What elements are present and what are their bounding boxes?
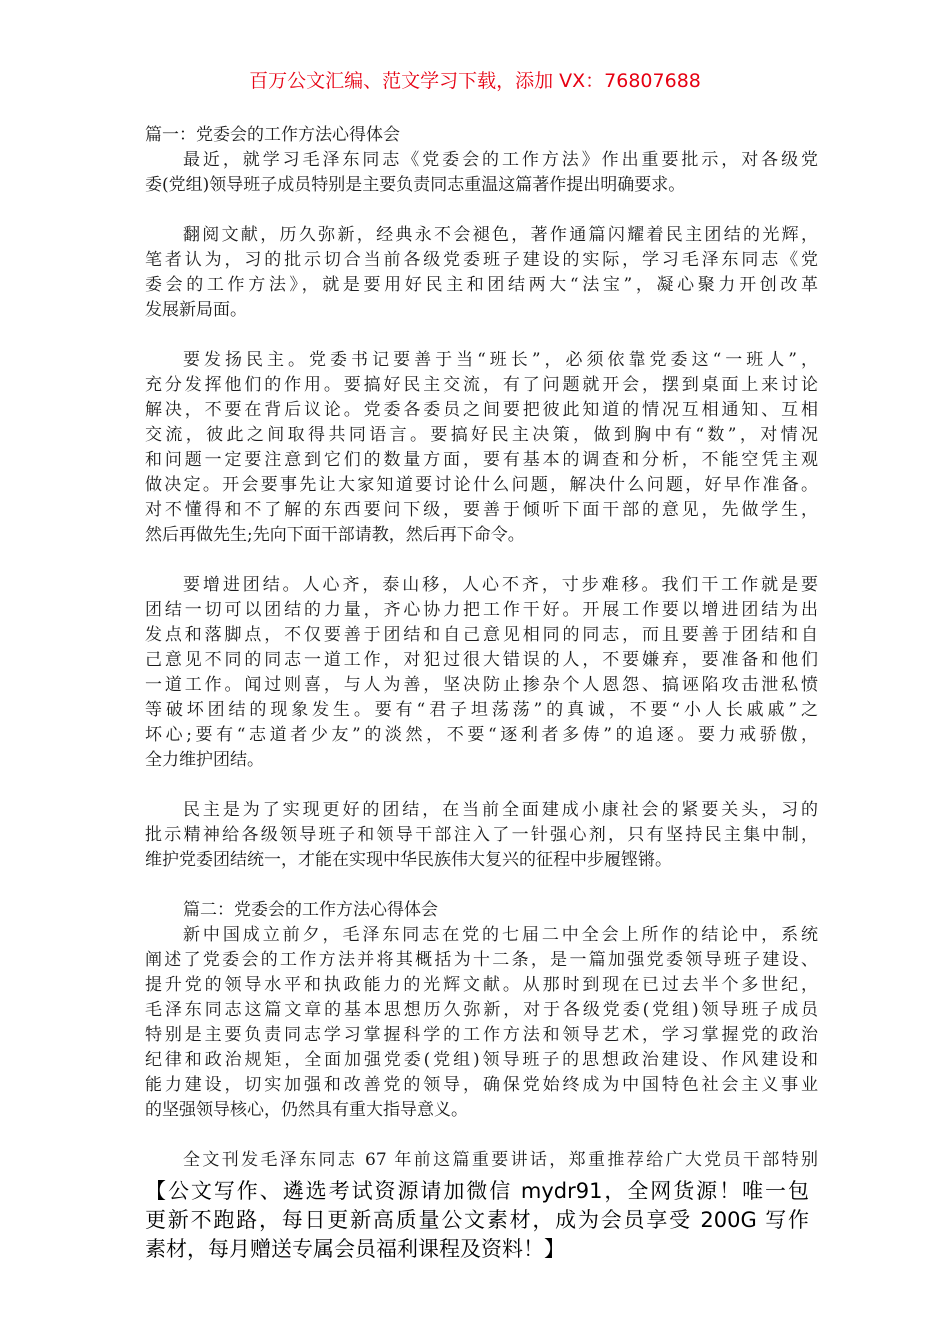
text-line: 提升党的领导水平和执政能力的光辉文献。从那时到现在已过去半个多世纪， (145, 975, 818, 995)
paragraph (145, 148, 818, 198)
section-heading (145, 123, 818, 148)
text-line: 毛泽东同志这篇文章的基本思想历久弥新，对于各级党委(党组)领导班子成员 (145, 1000, 818, 1020)
paragraph-gap (145, 873, 818, 898)
text-line: 发展新局面。 (145, 300, 247, 320)
text-line: 民主是为了实现更好的团结，在当前全面建成小康社会的紧要关头，习的 (183, 800, 818, 820)
text-line: 委会的工作方法》，就是要用好民主和团结两大“法宝”，凝心聚力开创改革 (145, 275, 818, 295)
text-line: 一道工作。闻过则喜，与人为善，坚决防止掺杂个人恩怨、搞诬陷攻击泄私愤 (145, 675, 818, 695)
paragraph-gap (145, 323, 818, 348)
text-line: 做决定。开会要事先让大家知道要讨论什么问题，解决什么问题，好早作准备。 (145, 475, 818, 495)
text-line: 要增进团结。人心齐，泰山移，人心不齐，寸步难移。我们干工作就是要 (183, 575, 818, 595)
paragraph (145, 1148, 818, 1173)
paragraph-gap (145, 548, 818, 573)
watermark-header: 百万公文汇编、范文学习下载，添加 VX：76807688 (249, 70, 701, 92)
promo-banner (145, 1177, 809, 1264)
paragraph-gap (145, 773, 818, 798)
paragraph-gap (145, 1123, 818, 1148)
text-line: 纪律和政治规矩，全面加强党委(党组)领导班子的思想政治建设、作风建设和 (145, 1050, 818, 1070)
promo-line: 素材，每月赠送专属会员福利课程及资料！】 (145, 1237, 565, 1261)
text-line: 己意见不同的同志一道工作，对犯过很大错误的人，不要嫌弃，要准备和他们 (145, 650, 818, 670)
paragraph-gap (145, 198, 818, 223)
text-line: 维护党委团结统一，才能在实现中华民族伟大复兴的征程中步履铿锵。 (145, 850, 672, 870)
promo-line: 更新不跑路，每日更新高质量公文素材，成为会员享受 200G 写作 (145, 1208, 809, 1232)
paragraph (145, 348, 818, 548)
text-line: 翻阅文献，历久弥新，经典永不会褪色，著作通篇闪耀着民主团结的光辉， (183, 225, 818, 245)
promo-line: 【公文写作、遴选考试资源请加微信 mydr91，全网货源！唯一包 (145, 1179, 809, 1203)
text-line: 交流，彼此之间取得共同语言。要搞好民主决策，做到胸中有“数”，对情况 (145, 425, 818, 445)
paragraph (145, 798, 818, 873)
paragraph (145, 573, 818, 773)
text-line: 然后再做先生;先向下面干部请教，然后再下命令。 (145, 525, 525, 545)
text-line: 的坚强领导核心，仍然具有重大指导意义。 (145, 1100, 468, 1120)
text-line: 批示精神给各级领导班子和领导干部注入了一针强心剂，只有坚持民主集中制， (145, 825, 818, 845)
text-line: 全力维护团结。 (145, 750, 264, 770)
document-body (145, 123, 818, 1173)
text-line: 全文刊发毛泽东同志 67 年前这篇重要讲话，郑重推荐给广大党员干部特别 (183, 1150, 818, 1170)
text-line: 笔者认为，习的批示切合当前各级党委班子建设的实际，学习毛泽东同志《党 (145, 250, 818, 270)
text-line: 阐述了党委会的工作方法并将其概括为十二条，是一篇加强党委领导班子建设、 (145, 950, 818, 970)
text-line: 解决，不要在背后议论。党委各委员之间要把彼此知道的情况互相通知、互相 (145, 400, 818, 420)
text-line: 对不懂得和不了解的东西要问下级，要善于倾听下面干部的意见，先做学生， (145, 500, 818, 520)
text-line: 能力建设，切实加强和改善党的领导，确保党始终成为中国特色社会主义事业 (145, 1075, 818, 1095)
text-line: 等破坏团结的现象发生。要有“君子坦荡荡”的真诚，不要“小人长戚戚”之 (145, 700, 818, 720)
text-line: 和问题一定要注意到它们的数量方面，要有基本的调查和分析，不能空凭主观 (145, 450, 818, 470)
text-line: 委(党组)领导班子成员特别是主要负责同志重温这篇著作提出明确要求。 (145, 175, 686, 195)
section-heading (145, 898, 818, 923)
text-line: 坏心;要有“志道者少友”的淡然，不要“逐利者多俦”的追逐。要力戒骄傲， (145, 725, 818, 745)
text-line: 特别是主要负责同志学习掌握科学的工作方法和领导艺术，学习掌握党的政治 (145, 1025, 818, 1045)
paragraph (145, 223, 818, 323)
text-line: 团结一切可以团结的力量，齐心协力把工作干好。开展工作要以增进团结为出 (145, 600, 818, 620)
text-line: 新中国成立前夕，毛泽东同志在党的七届二中全会上所作的结论中，系统 (183, 925, 818, 945)
text-line: 篇二：党委会的工作方法心得体会 (183, 900, 438, 920)
text-line: 要发扬民主。党委书记要善于当“班长”，必须依靠党委这“一班人”， (183, 350, 818, 370)
text-line: 发点和落脚点，不仅要善于团结和自己意见相同的同志，而且要善于团结和自 (145, 625, 818, 645)
text-line: 充分发挥他们的作用。要搞好民主交流，有了问题就开会，摆到桌面上来讨论 (145, 375, 818, 395)
text-line: 篇一：党委会的工作方法心得体会 (145, 125, 400, 145)
text-line: 最近，就学习毛泽东同志《党委会的工作方法》作出重要批示，对各级党 (183, 150, 818, 170)
paragraph (145, 923, 818, 1123)
